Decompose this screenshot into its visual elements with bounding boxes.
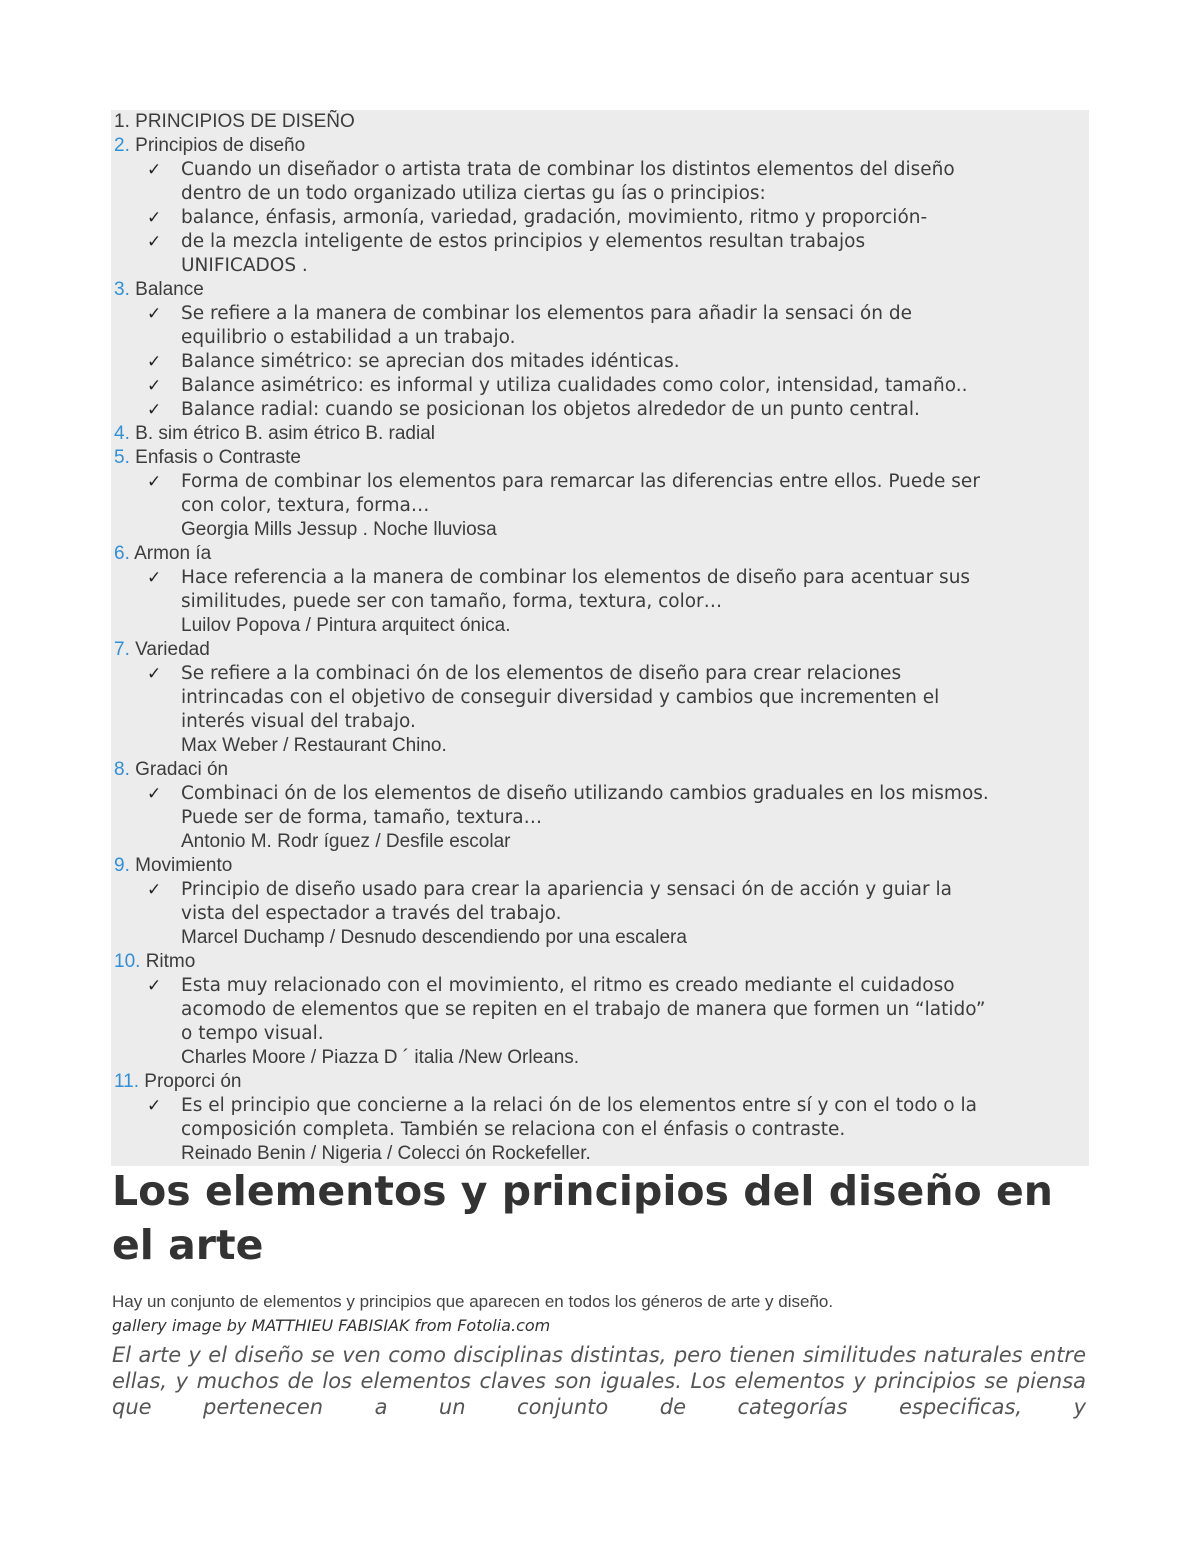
bullet-continuation: o tempo visual. bbox=[181, 1023, 324, 1044]
bullet-continuation: equilibrio o estabilidad a un trabajo. bbox=[181, 327, 516, 348]
bullet-continuation: con color, textura, forma… bbox=[181, 495, 430, 516]
bullet-text: Hace referencia a la manera de combinar los elementos de diseño para acentuar sus bbox=[181, 567, 971, 588]
section-number: 4. bbox=[114, 423, 130, 444]
artwork-caption: Antonio M. Rodr íguez / Desfile escolar bbox=[181, 831, 511, 852]
principles-outline bbox=[111, 110, 1089, 1166]
bullet-text: Cuando un diseñador o artista trata de combinar los distintos elementos del diseño bbox=[181, 159, 955, 180]
section-heading bbox=[111, 638, 1089, 662]
bullet-text: Se refiere a la manera de combinar los elementos para añadir la sensaci ón de bbox=[181, 303, 912, 324]
section-heading bbox=[111, 950, 1089, 974]
bullet-item bbox=[111, 878, 1089, 902]
section-heading bbox=[111, 110, 1089, 134]
bullet-continuation: vista del espectador a través del trabajo. bbox=[181, 903, 562, 924]
bullet-text: Balance asimétrico: es informal y utiliza cualidades como color, intensidad, tamaño.. bbox=[181, 375, 968, 396]
checkmark-icon: ✓ bbox=[147, 352, 162, 372]
section-title: Enfasis o Contraste bbox=[135, 447, 301, 468]
bullet-continuation: similitudes, puede ser con tamaño, forma, textura, color… bbox=[181, 591, 723, 612]
section-title: Ritmo bbox=[145, 951, 196, 972]
section-number: 7. bbox=[114, 639, 130, 660]
section-title: Principios de diseño bbox=[135, 135, 306, 156]
section-title: Proporci ón bbox=[144, 1071, 242, 1092]
checkmark-icon: ✓ bbox=[147, 400, 162, 420]
section-number: 9. bbox=[114, 855, 130, 876]
section-title: Variedad bbox=[135, 639, 210, 660]
bullet-text: Se refiere a la combinaci ón de los elementos de diseño para crear relaciones bbox=[181, 663, 902, 684]
bullet-continuation: dentro de un todo organizado utiliza ciertas gu ías o principios: bbox=[181, 183, 766, 204]
bullet-item bbox=[111, 206, 1089, 230]
bullet-item bbox=[111, 230, 1089, 254]
bullet-text: Esta muy relacionado con el movimiento, el ritmo es creado mediante el cuidadoso bbox=[181, 975, 955, 996]
checkmark-icon: ✓ bbox=[147, 304, 162, 324]
section-number: 8. bbox=[114, 759, 130, 780]
bullet-text: Principio de diseño usado para crear la apariencia y sensaci ón de acción y guiar la bbox=[181, 879, 952, 900]
checkmark-icon: ✓ bbox=[147, 160, 162, 180]
bullet-item bbox=[111, 302, 1089, 326]
bullet-item bbox=[111, 566, 1089, 590]
bullet-text: Combinaci ón de los elementos de diseño utilizando cambios graduales en los mismos. bbox=[181, 783, 989, 804]
section-number: 1. bbox=[114, 111, 130, 132]
section-title: B. sim étrico B. asim étrico B. radial bbox=[135, 423, 436, 444]
bullet-continuation: composición completa. También se relaciona con el énfasis o contraste. bbox=[181, 1119, 846, 1140]
section-number: 2. bbox=[114, 135, 130, 156]
bullet-item bbox=[111, 470, 1089, 494]
section-number: 11. bbox=[114, 1071, 140, 1092]
section-title: Balance bbox=[135, 279, 204, 300]
artwork-caption: Reinado Benin / Nigeria / Colecci ón Rockefeller. bbox=[181, 1143, 591, 1164]
checkmark-icon: ✓ bbox=[147, 784, 162, 804]
bullet-item bbox=[111, 1094, 1089, 1118]
bullet-continuation: interés visual del trabajo. bbox=[181, 711, 416, 732]
checkmark-icon: ✓ bbox=[147, 376, 162, 396]
checkmark-icon: ✓ bbox=[147, 976, 162, 996]
article-intro: Hay un conjunto de elementos y principios que aparecen en todos los géneros de arte y diseño. bbox=[112, 1292, 834, 1311]
artwork-caption: Georgia Mills Jessup . Noche lluviosa bbox=[181, 519, 497, 540]
bullet-item bbox=[111, 974, 1089, 998]
checkmark-icon: ✓ bbox=[147, 208, 162, 228]
bullet-item bbox=[111, 158, 1089, 182]
bullet-item bbox=[111, 782, 1089, 806]
section-title: Armon ía bbox=[134, 543, 212, 564]
bullet-item bbox=[111, 350, 1089, 374]
article-body: El arte y el diseño se ven como disciplinas distintas, pero tienen similitudes naturales entre ellas, y muchos de los elementos claves son iguales. Los elementos y principios se piensa que pertenecen a un conjunto de categorías especificas, y bbox=[112, 1343, 1086, 1419]
section-title: Movimiento bbox=[135, 855, 233, 876]
bullet-continuation: Puede ser de forma, tamaño, textura… bbox=[181, 807, 543, 828]
bullet-text: de la mezcla inteligente de estos principios y elementos resultan trabajos bbox=[181, 231, 866, 252]
bullet-item bbox=[111, 374, 1089, 398]
article-title: Los elementos y principios del diseño en el arte bbox=[112, 1167, 1053, 1269]
artwork-caption: Luilov Popova / Pintura arquitect ónica. bbox=[181, 615, 511, 636]
section-title: PRINCIPIOS DE DISEÑO bbox=[135, 111, 355, 132]
bullet-text: Balance radial: cuando se posicionan los objetos alrededor de un punto central. bbox=[181, 399, 920, 420]
section-heading bbox=[111, 542, 1089, 566]
image-credit: gallery image by MATTHIEU FABISIAK from Fotolia.com bbox=[112, 1316, 551, 1335]
section-number: 5. bbox=[114, 447, 130, 468]
section-heading bbox=[111, 1070, 1089, 1094]
section-number: 6. bbox=[114, 543, 130, 564]
section-title: Gradaci ón bbox=[135, 759, 229, 780]
checkmark-icon: ✓ bbox=[147, 232, 162, 252]
bullet-continuation: UNIFICADOS . bbox=[181, 255, 308, 276]
section-heading bbox=[111, 854, 1089, 878]
bullet-item bbox=[111, 398, 1089, 422]
bullet-text: Es el principio que concierne a la relaci ón de los elementos entre sí y con el todo o la bbox=[181, 1095, 977, 1116]
artwork-caption: Max Weber / Restaurant Chino. bbox=[181, 735, 447, 756]
bullet-text: Forma de combinar los elementos para remarcar las diferencias entre ellos. Puede ser bbox=[181, 471, 980, 492]
section-number: 10. bbox=[114, 951, 141, 972]
section-number: 3. bbox=[114, 279, 130, 300]
checkmark-icon: ✓ bbox=[147, 1096, 162, 1116]
section-heading bbox=[111, 134, 1089, 158]
bullet-text: balance, énfasis, armonía, variedad, gradación, movimiento, ritmo y proporción- bbox=[181, 207, 928, 228]
section-heading bbox=[111, 422, 1089, 446]
checkmark-icon: ✓ bbox=[147, 664, 162, 684]
bullet-continuation: intrincadas con el objetivo de conseguir diversidad y cambios que incrementen el bbox=[181, 687, 940, 708]
section-heading bbox=[111, 278, 1089, 302]
checkmark-icon: ✓ bbox=[147, 568, 162, 588]
artwork-caption: Marcel Duchamp / Desnudo descendiendo por una escalera bbox=[181, 927, 687, 948]
section-heading bbox=[111, 446, 1089, 470]
section-heading bbox=[111, 758, 1089, 782]
checkmark-icon: ✓ bbox=[147, 472, 162, 492]
artwork-caption: Charles Moore / Piazza D ´ italia /New Orleans. bbox=[181, 1047, 580, 1068]
bullet-item bbox=[111, 662, 1089, 686]
bullet-continuation: acomodo de elementos que se repiten en el trabajo de manera que formen un “latido” bbox=[181, 999, 986, 1020]
checkmark-icon: ✓ bbox=[147, 880, 162, 900]
bullet-text: Balance simétrico: se aprecian dos mitades idénticas. bbox=[181, 351, 680, 372]
